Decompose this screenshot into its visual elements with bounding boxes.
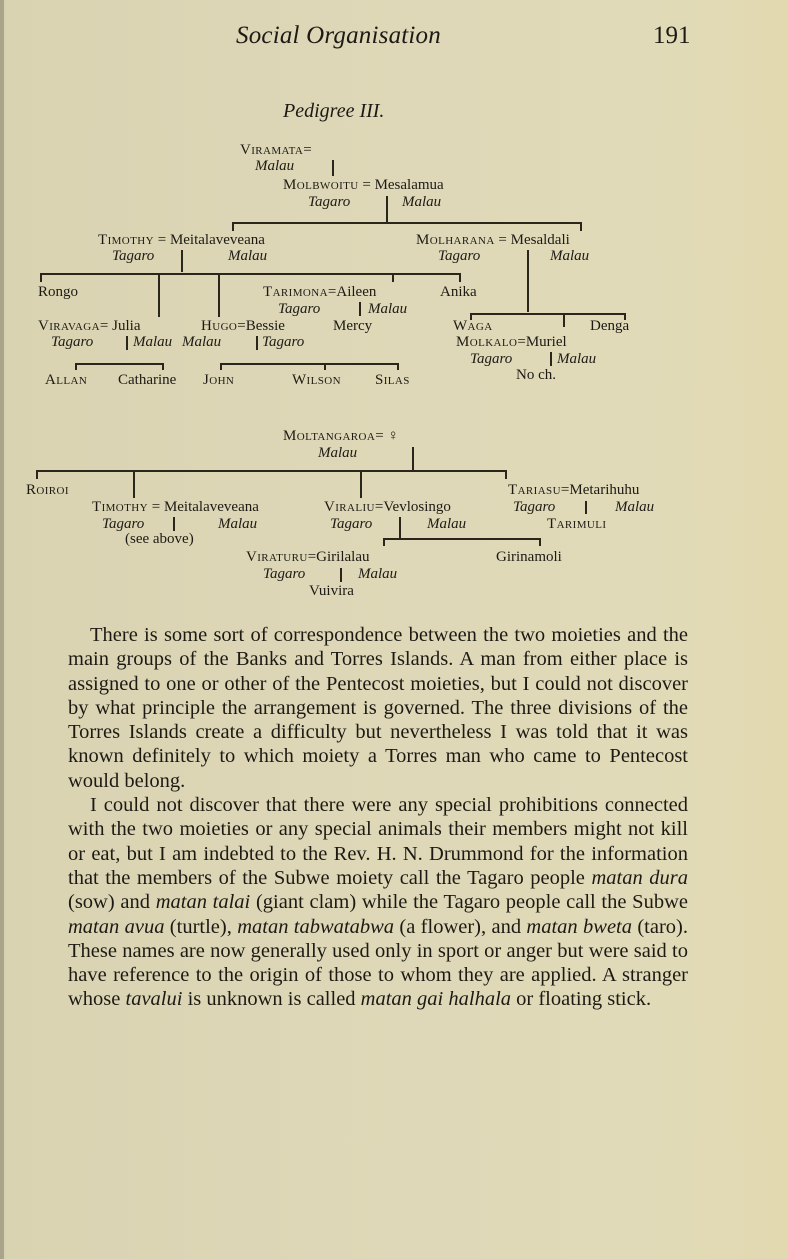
term: matan bweta	[526, 915, 632, 938]
couple-tarimona: Tarimona=Aileen	[263, 284, 377, 300]
descent-line	[256, 336, 258, 350]
couple-molbwoitu: Molbwoitu = Mesalamua	[283, 177, 444, 193]
see-above-note: (see above)	[125, 531, 194, 547]
term: tavalui	[125, 988, 183, 1011]
moiety-vevlosingo: Malau	[427, 516, 467, 532]
descent-line	[397, 363, 399, 370]
descent-line	[459, 273, 461, 282]
moiety-meitalaveveana-2: Malau	[218, 516, 258, 532]
descent-line	[386, 196, 388, 223]
moiety-molbwoitu: Tagaro	[308, 194, 351, 210]
couple-molharana: Molharana = Mesaldali	[416, 232, 570, 248]
descent-line	[580, 222, 582, 231]
person-wilson: Wilson	[292, 372, 341, 388]
term: matan talai	[155, 891, 251, 914]
descent-line	[158, 273, 160, 317]
person-rongo: Rongo	[38, 284, 79, 300]
couple-timothy-2: Timothy = Meitalaveveana	[92, 499, 259, 515]
moiety-tariasu: Tagaro	[513, 499, 556, 515]
descent-line	[360, 470, 362, 498]
moiety-metarihuhu: Malau	[615, 499, 655, 515]
moiety-viramata: Malau	[255, 158, 295, 174]
body-text	[68, 623, 688, 1012]
descent-line	[550, 352, 552, 366]
pedigree-title: Pedigree III.	[283, 100, 385, 122]
moiety-girilalau: Malau	[358, 566, 398, 582]
person-viramata: Viramata=	[240, 142, 312, 158]
moiety-aileen: Malau	[368, 301, 408, 317]
couple-viraturu: Viraturu=Girilalau	[246, 549, 370, 565]
moiety-julia: Malau	[133, 334, 173, 350]
descent-line	[412, 447, 414, 471]
moiety-mesalamua: Malau	[402, 194, 442, 210]
sibling-line	[220, 363, 398, 365]
person-tarimuli: Tarimuli	[547, 516, 607, 532]
descent-line	[324, 363, 326, 370]
moiety-timothy: Tagaro	[112, 248, 155, 264]
descent-line	[218, 273, 220, 317]
descent-line	[563, 313, 565, 327]
no-children-note: No ch.	[516, 367, 556, 383]
descent-line	[36, 470, 38, 479]
term: matan avua	[68, 915, 165, 938]
moiety-molkalo: Tagaro	[470, 351, 513, 367]
descent-line	[232, 222, 234, 231]
descent-line	[383, 538, 385, 546]
moiety-hugo: Malau	[182, 334, 222, 350]
descent-line	[126, 336, 128, 350]
term: matan tabwatabwa	[237, 915, 395, 938]
moiety-viraturu: Tagaro	[263, 566, 306, 582]
moiety-muriel: Malau	[557, 351, 597, 367]
couple-tariasu: Tariasu=Metarihuhu	[508, 482, 640, 498]
person-catharine: Catharine	[118, 372, 177, 388]
descent-line	[40, 273, 42, 282]
moiety-tarimona: Tagaro	[278, 301, 321, 317]
person-waga: Waga	[453, 318, 493, 334]
moiety-molharana: Tagaro	[438, 248, 481, 264]
sibling-line	[36, 470, 506, 472]
sibling-line	[75, 363, 163, 365]
descent-line	[585, 501, 587, 514]
descent-line	[220, 363, 222, 370]
paragraph-2: I could not discover that there were any special prohibitions connected with the two moieties or any special animals their members might not kill or eat, but I am indebted to the Rev. H. N. Drummond for the information that the members of the Subwe moiety call the Tagaro people matan dura (sow) and matan talai (giant clam) while the Tagaro people call the Subwe matan avua (turtle), matan tabwatabwa (a flower), and matan bweta (taro). These names are now generally used only in sport or anger but were said to have reference to the origin of those to whom they are applied. A stranger whose tavalui is unknown is called matan gai halhala or floating stick.	[68, 794, 689, 1011]
page-number: 191	[653, 22, 691, 49]
descent-line	[539, 538, 541, 546]
descent-line	[75, 363, 77, 370]
couple-molkalo: Molkalo=Muriel	[456, 334, 567, 350]
descent-line	[527, 250, 529, 312]
pedigree-diagram	[0, 0, 788, 620]
person-silas: Silas	[375, 372, 410, 388]
sibling-line	[470, 313, 625, 315]
descent-line	[340, 568, 342, 582]
moiety-timothy-2: Tagaro	[102, 516, 145, 532]
sibling-line	[232, 222, 580, 224]
descent-line	[181, 250, 183, 272]
person-mercy: Mercy	[333, 318, 373, 334]
running-head: Social Organisation	[236, 22, 441, 49]
couple-viraliu: Viraliu=Vevlosingo	[324, 499, 451, 515]
person-girinamoli: Girinamoli	[496, 549, 562, 565]
couple-moltangaroa: Moltangaroa= ♀	[283, 428, 399, 444]
sibling-line	[40, 273, 460, 275]
person-john: John	[203, 372, 235, 388]
person-allan: Allan	[45, 372, 88, 388]
couple-hugo: Hugo=Bessie	[201, 318, 285, 334]
person-anika: Anika	[440, 284, 477, 300]
descent-line	[173, 517, 175, 531]
couple-timothy: Timothy = Meitalaveveana	[98, 232, 265, 248]
descent-line	[133, 470, 135, 498]
descent-line	[399, 517, 401, 538]
paragraph-1: There is some sort of correspondence between the two moieties and the main groups of the Banks and Torres Islands. A man from either place is assigned to one or other of the Pentecost moieties, but I could not discover by what principle the arrangement is governed. The three divisions of the Torres Islands create a difficulty but nevertheless I was told that it was known definitely to which moiety a Torres man who came to Pentecost would belong.	[68, 624, 688, 792]
moiety-bessie: Tagaro	[262, 334, 305, 350]
moiety-viraliu: Tagaro	[330, 516, 373, 532]
term: matan gai halhala	[360, 988, 512, 1011]
term: matan dura	[591, 866, 689, 889]
moiety-moltangaroa: Malau	[318, 445, 358, 461]
descent-line	[505, 470, 507, 479]
couple-viravaga: Viravaga= Julia	[38, 318, 141, 334]
descent-line	[332, 160, 334, 176]
person-roiroi: Roiroi	[26, 482, 69, 498]
moiety-meitalaveveana: Malau	[228, 248, 268, 264]
moiety-viravaga: Tagaro	[51, 334, 94, 350]
descent-line	[392, 273, 394, 282]
descent-line	[162, 363, 164, 370]
sibling-line	[383, 538, 540, 540]
moiety-mesaldali: Malau	[550, 248, 590, 264]
person-denga: Denga	[590, 318, 630, 334]
descent-line	[359, 302, 361, 316]
person-vuivira: Vuivira	[309, 583, 354, 599]
